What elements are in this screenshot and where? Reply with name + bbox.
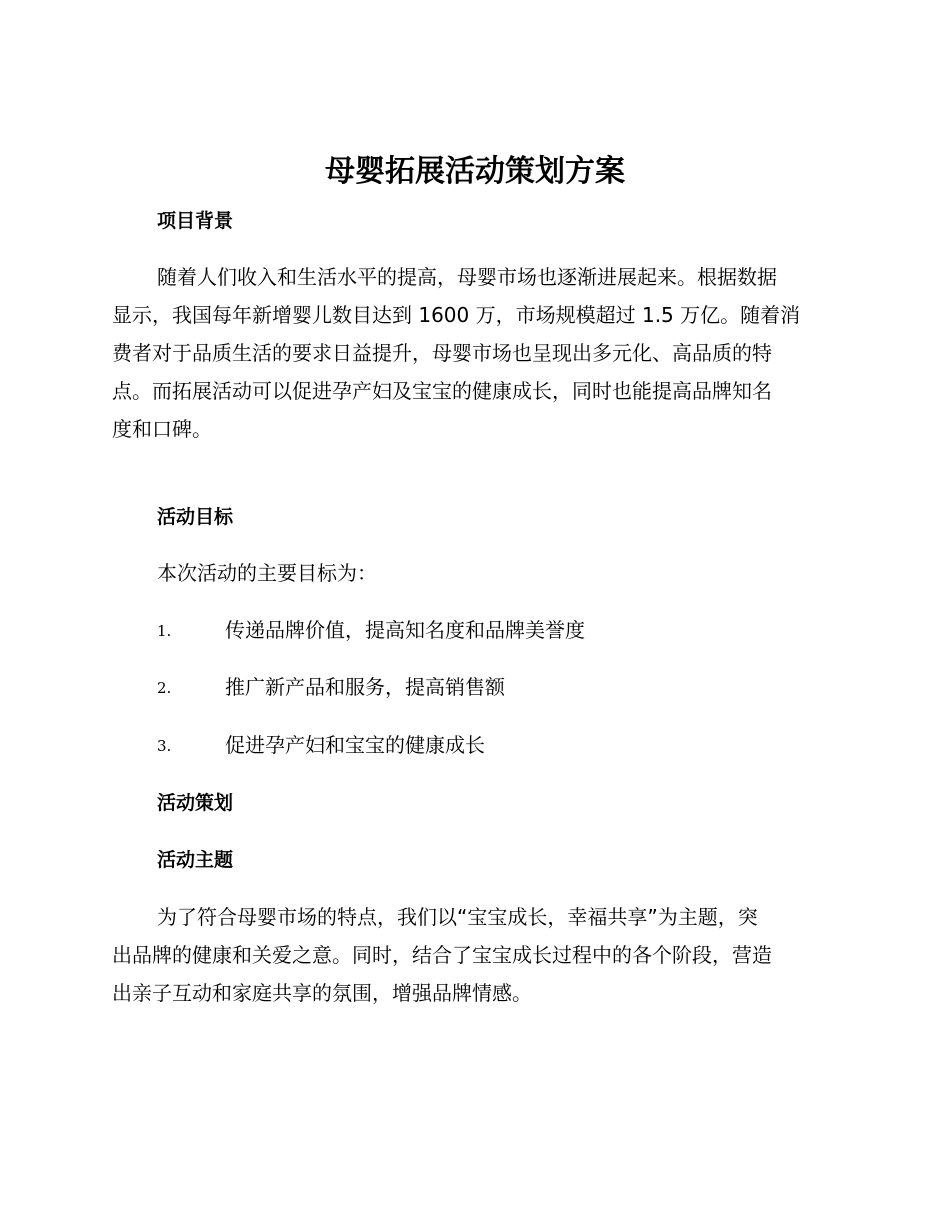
background-paragraph	[112, 258, 834, 448]
paragraph-line: 出品牌的健康和关爱之意。同时，结合了宝宝成长过程中的各个阶段，营造	[112, 943, 772, 967]
theme-paragraph	[112, 898, 834, 1012]
goals-intro: 本次活动的主要目标为：	[157, 561, 377, 585]
section-heading-background: 项目背景	[157, 210, 234, 232]
list-item-text: 传递品牌价值，提高知名度和品牌美誉度	[225, 618, 585, 642]
document-title: 母婴拓展活动策划方案	[325, 154, 625, 189]
paragraph-line: 随着人们收入和生活水平的提高，母婴市场也逐渐进展起来。根据数据	[157, 265, 777, 289]
paragraph-line: 显示，我国每年新增婴儿数目达到 1600 万，市场规模超过 1.5 万亿。随着消	[112, 303, 801, 327]
section-heading-theme: 活动主题	[157, 849, 234, 871]
section-heading-goals: 活动目标	[157, 506, 234, 528]
paragraph-line: 为了符合母婴市场的特点，我们以“宝宝成长，幸福共享”为主题，突	[157, 905, 758, 929]
list-item-number: 2.	[157, 679, 172, 697]
section-heading-planning: 活动策划	[157, 792, 234, 814]
paragraph-line: 点。而拓展活动可以促进孕产妇及宝宝的健康成长，同时也能提高品牌知名	[112, 379, 772, 403]
list-item-number: 1.	[157, 622, 172, 640]
paragraph-line: 费者对于品质生活的要求日益提升，母婴市场也呈现出多元化、高品质的特	[112, 341, 772, 365]
list-item-text: 促进孕产妇和宝宝的健康成长	[225, 733, 485, 757]
paragraph-line: 度和口碑。	[112, 417, 212, 441]
paragraph-line: 出亲子互动和家庭共享的氛围，增强品牌情感。	[112, 981, 532, 1005]
list-item-text: 推广新产品和服务，提高销售额	[225, 675, 505, 699]
list-item-number: 3.	[157, 737, 172, 755]
